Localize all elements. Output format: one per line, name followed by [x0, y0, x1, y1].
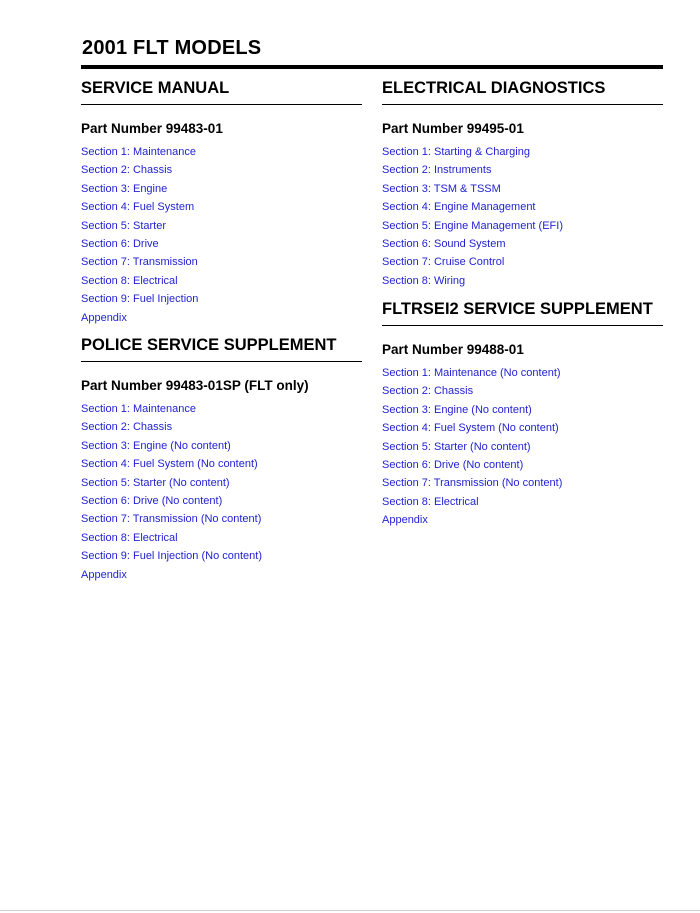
toc-link-section-7[interactable]: Section 7: Transmission (No content) [382, 477, 563, 490]
list-item [382, 493, 663, 511]
list-item [81, 510, 362, 528]
list-item [81, 566, 362, 584]
toc-link-section-7[interactable]: Section 7: Transmission (No content) [81, 513, 262, 526]
toc-link-section-5[interactable]: Section 5: Engine Management (EFI) [382, 219, 563, 232]
list-item [382, 419, 663, 437]
toc-link-section-1[interactable]: Section 1: Maintenance [81, 146, 196, 158]
list-item [81, 418, 362, 436]
toc-link-section-6[interactable]: Section 6: Drive (No content) [382, 459, 524, 472]
list-item [382, 511, 663, 529]
toc-list [81, 143, 362, 327]
toc-link-section-6[interactable]: Section 6: Sound System [382, 238, 506, 251]
list-item [81, 217, 362, 235]
toc-link-section-5[interactable]: Section 5: Starter [81, 219, 166, 232]
toc-link-section-8[interactable]: Section 8: Wiring [382, 274, 466, 287]
toc-link-section-7[interactable]: Section 7: Cruise Control [382, 256, 505, 269]
toc-link-section-3[interactable]: Section 3: TSM & TSSM [382, 182, 501, 195]
section-heading: FLTRSEI2 SERVICE SUPPLEMENT [382, 299, 663, 326]
toc-link-section-2[interactable]: Section 2: Chassis [81, 164, 173, 177]
list-item [382, 382, 663, 400]
list-item [81, 455, 362, 473]
toc-link-section-4[interactable]: Section 4: Fuel System (No content) [382, 422, 559, 435]
toc-link-appendix[interactable]: Appendix [81, 568, 127, 581]
list-item [382, 217, 663, 235]
list-item [81, 529, 362, 547]
toc-link-section-2[interactable]: Section 2: Chassis [81, 421, 173, 434]
toc-link-section-3[interactable]: Section 3: Engine (No content) [382, 403, 532, 416]
list-item [81, 290, 362, 308]
page-bottom-divider [0, 910, 700, 911]
fltrsei2-supplement-section [382, 299, 663, 530]
part-number: Part Number 99495-01 [382, 121, 524, 136]
list-item [81, 143, 362, 161]
list-item [81, 547, 362, 565]
section-heading: POLICE SERVICE SUPPLEMENT [81, 335, 362, 362]
toc-link-section-7[interactable]: Section 7: Transmission [81, 256, 198, 269]
title-divider [81, 65, 663, 69]
toc-link-section-5[interactable]: Section 5: Starter (No content) [382, 440, 531, 453]
list-item [382, 180, 663, 198]
toc-link-section-1[interactable]: Section 1: Maintenance (No content) [382, 367, 561, 379]
list-item [81, 474, 362, 492]
list-item [382, 438, 663, 456]
list-item [382, 474, 663, 492]
toc-list [81, 400, 362, 584]
list-item [81, 272, 362, 290]
toc-link-section-4[interactable]: Section 4: Fuel System [81, 201, 195, 214]
page-title: 2001 FLT MODELS [82, 37, 262, 59]
toc-link-section-9[interactable]: Section 9: Fuel Injection [81, 293, 199, 306]
toc-link-section-5[interactable]: Section 5: Starter (No content) [81, 476, 230, 489]
list-item [382, 364, 663, 382]
service-manual-section [81, 78, 362, 327]
list-item [81, 198, 362, 216]
list-item [382, 235, 663, 253]
part-number: Part Number 99483-01SP (FLT only) [81, 378, 309, 393]
electrical-diagnostics-section [382, 78, 663, 290]
police-supplement-section [81, 335, 362, 584]
toc-link-appendix[interactable]: Appendix [382, 514, 428, 527]
part-number: Part Number 99488-01 [382, 342, 524, 357]
toc-link-section-4[interactable]: Section 4: Engine Management [382, 201, 536, 214]
list-item [81, 400, 362, 418]
list-item [81, 161, 362, 179]
toc-link-appendix[interactable]: Appendix [81, 311, 127, 324]
toc-link-section-1[interactable]: Section 1: Maintenance [81, 403, 196, 415]
list-item [81, 253, 362, 271]
toc-link-section-8[interactable]: Section 8: Electrical [382, 495, 479, 508]
list-item [382, 161, 663, 179]
list-item [81, 309, 362, 327]
list-item [382, 143, 663, 161]
list-item [382, 401, 663, 419]
part-number: Part Number 99483-01 [81, 121, 223, 136]
list-item [382, 456, 663, 474]
list-item [382, 253, 663, 271]
list-item [81, 437, 362, 455]
toc-link-section-8[interactable]: Section 8: Electrical [81, 531, 178, 544]
list-item [81, 180, 362, 198]
toc-link-section-9[interactable]: Section 9: Fuel Injection (No content) [81, 550, 262, 563]
toc-link-section-1[interactable]: Section 1: Starting & Charging [382, 146, 530, 158]
toc-link-section-2[interactable]: Section 2: Instruments [382, 164, 492, 177]
list-item [382, 198, 663, 216]
list-item [81, 492, 362, 510]
list-item [81, 235, 362, 253]
toc-link-section-3[interactable]: Section 3: Engine [81, 182, 168, 195]
toc-link-section-8[interactable]: Section 8: Electrical [81, 274, 178, 287]
list-item [382, 272, 663, 290]
section-heading: SERVICE MANUAL [81, 78, 362, 105]
toc-link-section-6[interactable]: Section 6: Drive [81, 238, 159, 251]
toc-link-section-6[interactable]: Section 6: Drive (No content) [81, 495, 223, 508]
toc-list [382, 143, 663, 290]
section-heading: ELECTRICAL DIAGNOSTICS [382, 78, 663, 105]
toc-link-section-2[interactable]: Section 2: Chassis [382, 385, 474, 398]
toc-list [382, 364, 663, 530]
toc-link-section-3[interactable]: Section 3: Engine (No content) [81, 439, 231, 452]
toc-link-section-4[interactable]: Section 4: Fuel System (No content) [81, 458, 258, 471]
